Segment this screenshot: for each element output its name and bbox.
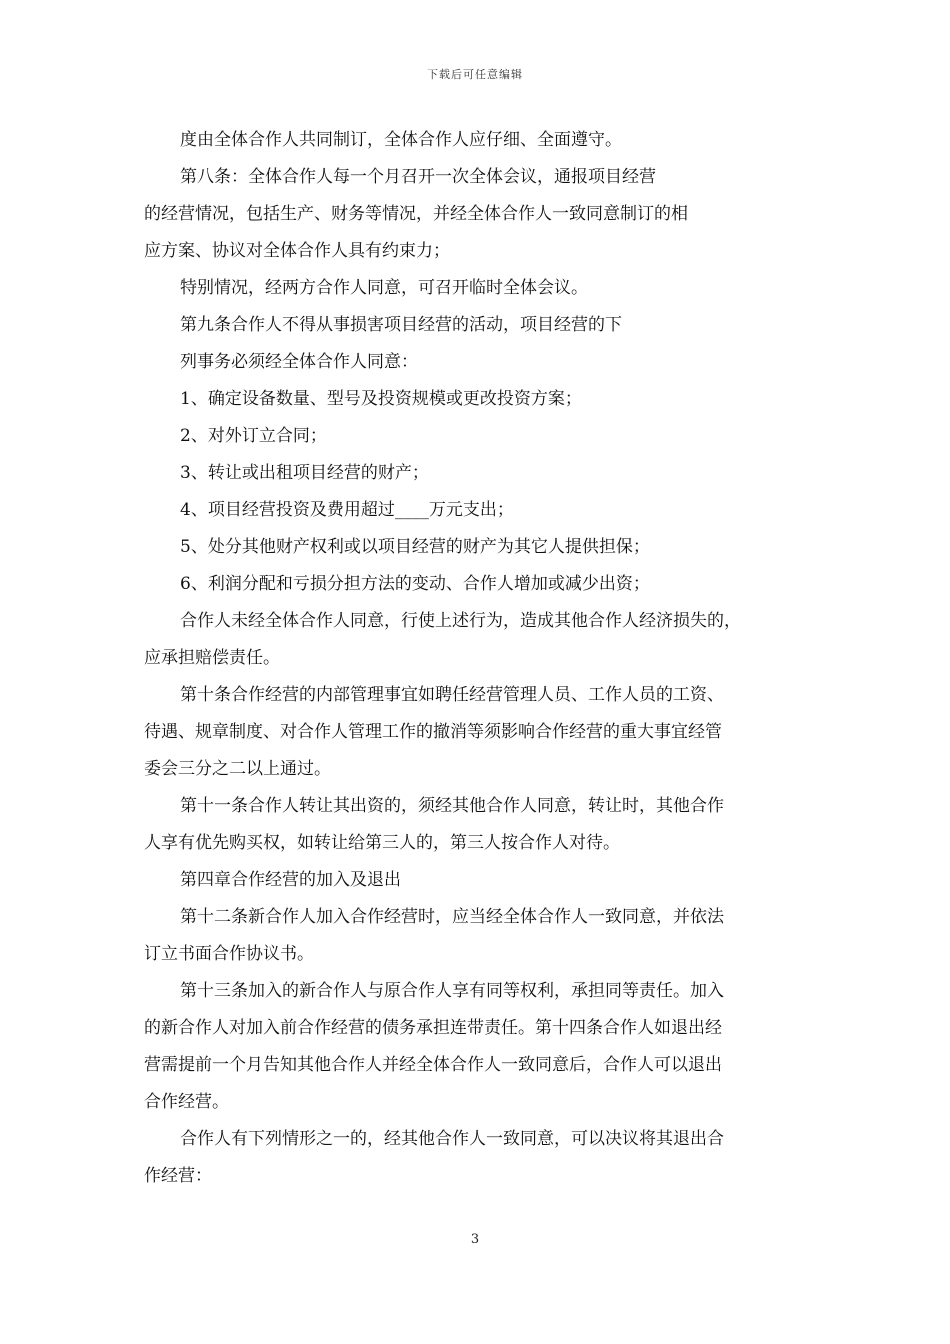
page-number: 3 [470,1232,480,1247]
text-line: 4、项目经营投资及费用超过____万元支出； [180,500,514,520]
text-line: 2、对外订立合同； [180,426,327,446]
text-line: 第十条合作经营的内部管理事宜如聘任经营管理人员、工作人员的工资、 [180,685,724,705]
text-line: 度由全体合作人共同制订，全体合作人应仔细、全面遵守。 [180,130,622,150]
text-line: 5、处分其他财产权利或以项目经营的财产为其它人提供担保； [180,537,650,557]
text-line: 作经营： [144,1166,212,1186]
document-body [144,122,814,1195]
text-line: 人享有优先购买权，如转让给第三人的，第三人按合作人对待。 [144,833,620,853]
text-line: 第九条合作人不得从事损害项目经营的活动，项目经营的下 [180,315,622,335]
text-line: 合作经营。 [144,1092,229,1112]
text-line: 第十一条合作人转让其出资的，须经其他合作人同意，转让时，其他合作 [180,796,724,816]
text-line: 的经营情况，包括生产、财务等情况，并经全体合作人一致同意制订的相 [144,204,688,224]
page-header: 下载后可任意编辑 [427,68,523,81]
text-line: 第十三条加入的新合作人与原合作人享有同等权利，承担同等责任。加入 [180,981,724,1001]
text-line: 合作人未经全体合作人同意，行使上述行为，造成其他合作人经济损失的， [180,611,741,631]
text-line: 特别情况，经两方合作人同意，可召开临时全体会议。 [180,278,588,298]
text-line: 应承担赔偿责任。 [144,648,280,668]
text-line: 第八条：全体合作人每一个月召开一次全体会议，通报项目经营 [180,167,656,187]
text-line: 列事务必须经全体合作人同意： [180,352,418,372]
text-line: 待遇、规章制度、对合作人管理工作的撤消等须影响合作经营的重大事宜经管 [144,722,722,742]
text-line: 订立书面合作协议书。 [144,944,314,964]
text-line: 1、确定设备数量、型号及投资规模或更改投资方案； [180,389,582,409]
text-line: 应方案、协议对全体合作人具有约束力； [144,241,450,261]
text-line: 第十二条新合作人加入合作经营时，应当经全体合作人一致同意，并依法 [180,907,724,927]
text-line: 第四章合作经营的加入及退出 [180,870,401,890]
text-line: 的新合作人对加入前合作经营的债务承担连带责任。第十四条合作人如退出经 [144,1018,722,1038]
text-line: 合作人有下列情形之一的，经其他合作人一致同意，可以决议将其退出合 [180,1129,724,1149]
text-line: 6、利润分配和亏损分担方法的变动、合作人增加或减少出资； [180,574,650,594]
text-line: 委会三分之二以上通过。 [144,759,331,779]
text-line: 3、转让或出租项目经营的财产； [180,463,429,483]
text-line: 营需提前一个月告知其他合作人并经全体合作人一致同意后，合作人可以退出 [144,1055,722,1075]
